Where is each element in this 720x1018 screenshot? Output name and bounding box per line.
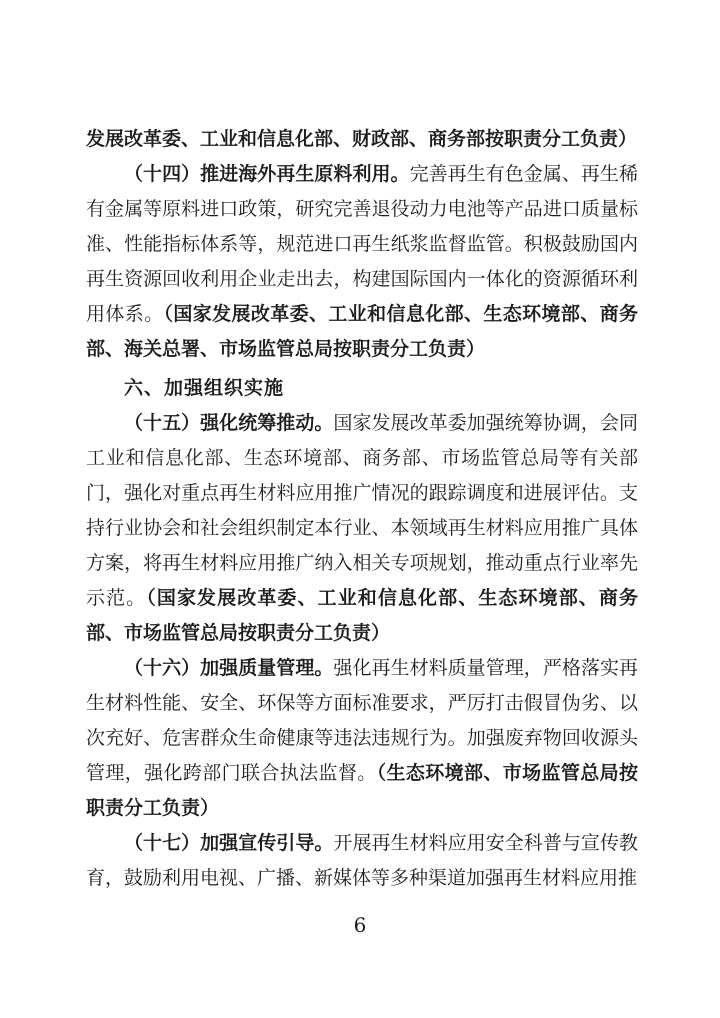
document-content [86, 122, 638, 896]
para-item-15 [86, 406, 638, 651]
bold-text-run: （国家发展改革委、工业和信息化部、生态环境部、商务部、海关总署、市场监管总局按职责分工负责） [86, 303, 638, 360]
section-heading-6 [86, 371, 638, 406]
text-run: 开展再生材料应用安全科普与宣传教育，鼓励利用电视、广播、新媒体等多种渠道加强再生材料应用推 [86, 832, 638, 889]
bold-text-run: （国家发展改革委、工业和信息化部、生态环境部、商务部、市场监管总局按职责分工负责） [86, 587, 638, 644]
para-item-16 [86, 651, 638, 826]
para-item-14 [86, 157, 638, 367]
para-item-17 [86, 826, 638, 896]
text-run: 国家发展改革委加强统筹协调，会同工业和信息化部、生态环境部、商务部、市场监管总局等有关部门，强化对重点再生材料应用推广情况的跟踪调度和进展评估。支持行业协会和社会组织制定本行业、本领域再生材料应用推广具体方案，将再生材料应用推广纳入相关专项规划，推动重点行业率先示范。 [86, 412, 638, 609]
para-attribution-continuation [86, 122, 638, 157]
text-run: 强化再生材料质量管理，严格落实再生材料性能、安全、环保等方面标准要求，严厉打击假冒伪劣、以次充好、危害群众生命健康等违法违规行为。加强废弃物回收源头管理，强化跨部门联合执法监督。 [86, 657, 638, 784]
bold-text-run: （十七）加强宣传引导。 [124, 832, 334, 854]
page-number: 6 [353, 913, 367, 937]
bold-text-run: 六、加强组织实施 [124, 378, 285, 399]
bold-text-run: （十四）推进海外再生原料利用。 [124, 163, 410, 185]
bold-text-run: （十六）加强质量管理。 [124, 657, 334, 679]
bold-text-run: （生态环境部、市场监管总局按职责分工负责） [86, 762, 638, 819]
bold-text-run: （十五）强化统筹推动。 [124, 412, 334, 434]
text-run: 完善再生有色金属、再生稀有金属等原料进口政策，研究完善退役动力电池等产品进口质量标准、性能指标体系等，规范进口再生纸浆监督监管。积极鼓励国内再生资源回收利用企业走出去，构建国际国内一体化的资源循环利用体系。 [86, 163, 638, 325]
bold-text-run: 发展改革委、工业和信息化部、财政部、商务部按职责分工负责） [86, 128, 638, 150]
